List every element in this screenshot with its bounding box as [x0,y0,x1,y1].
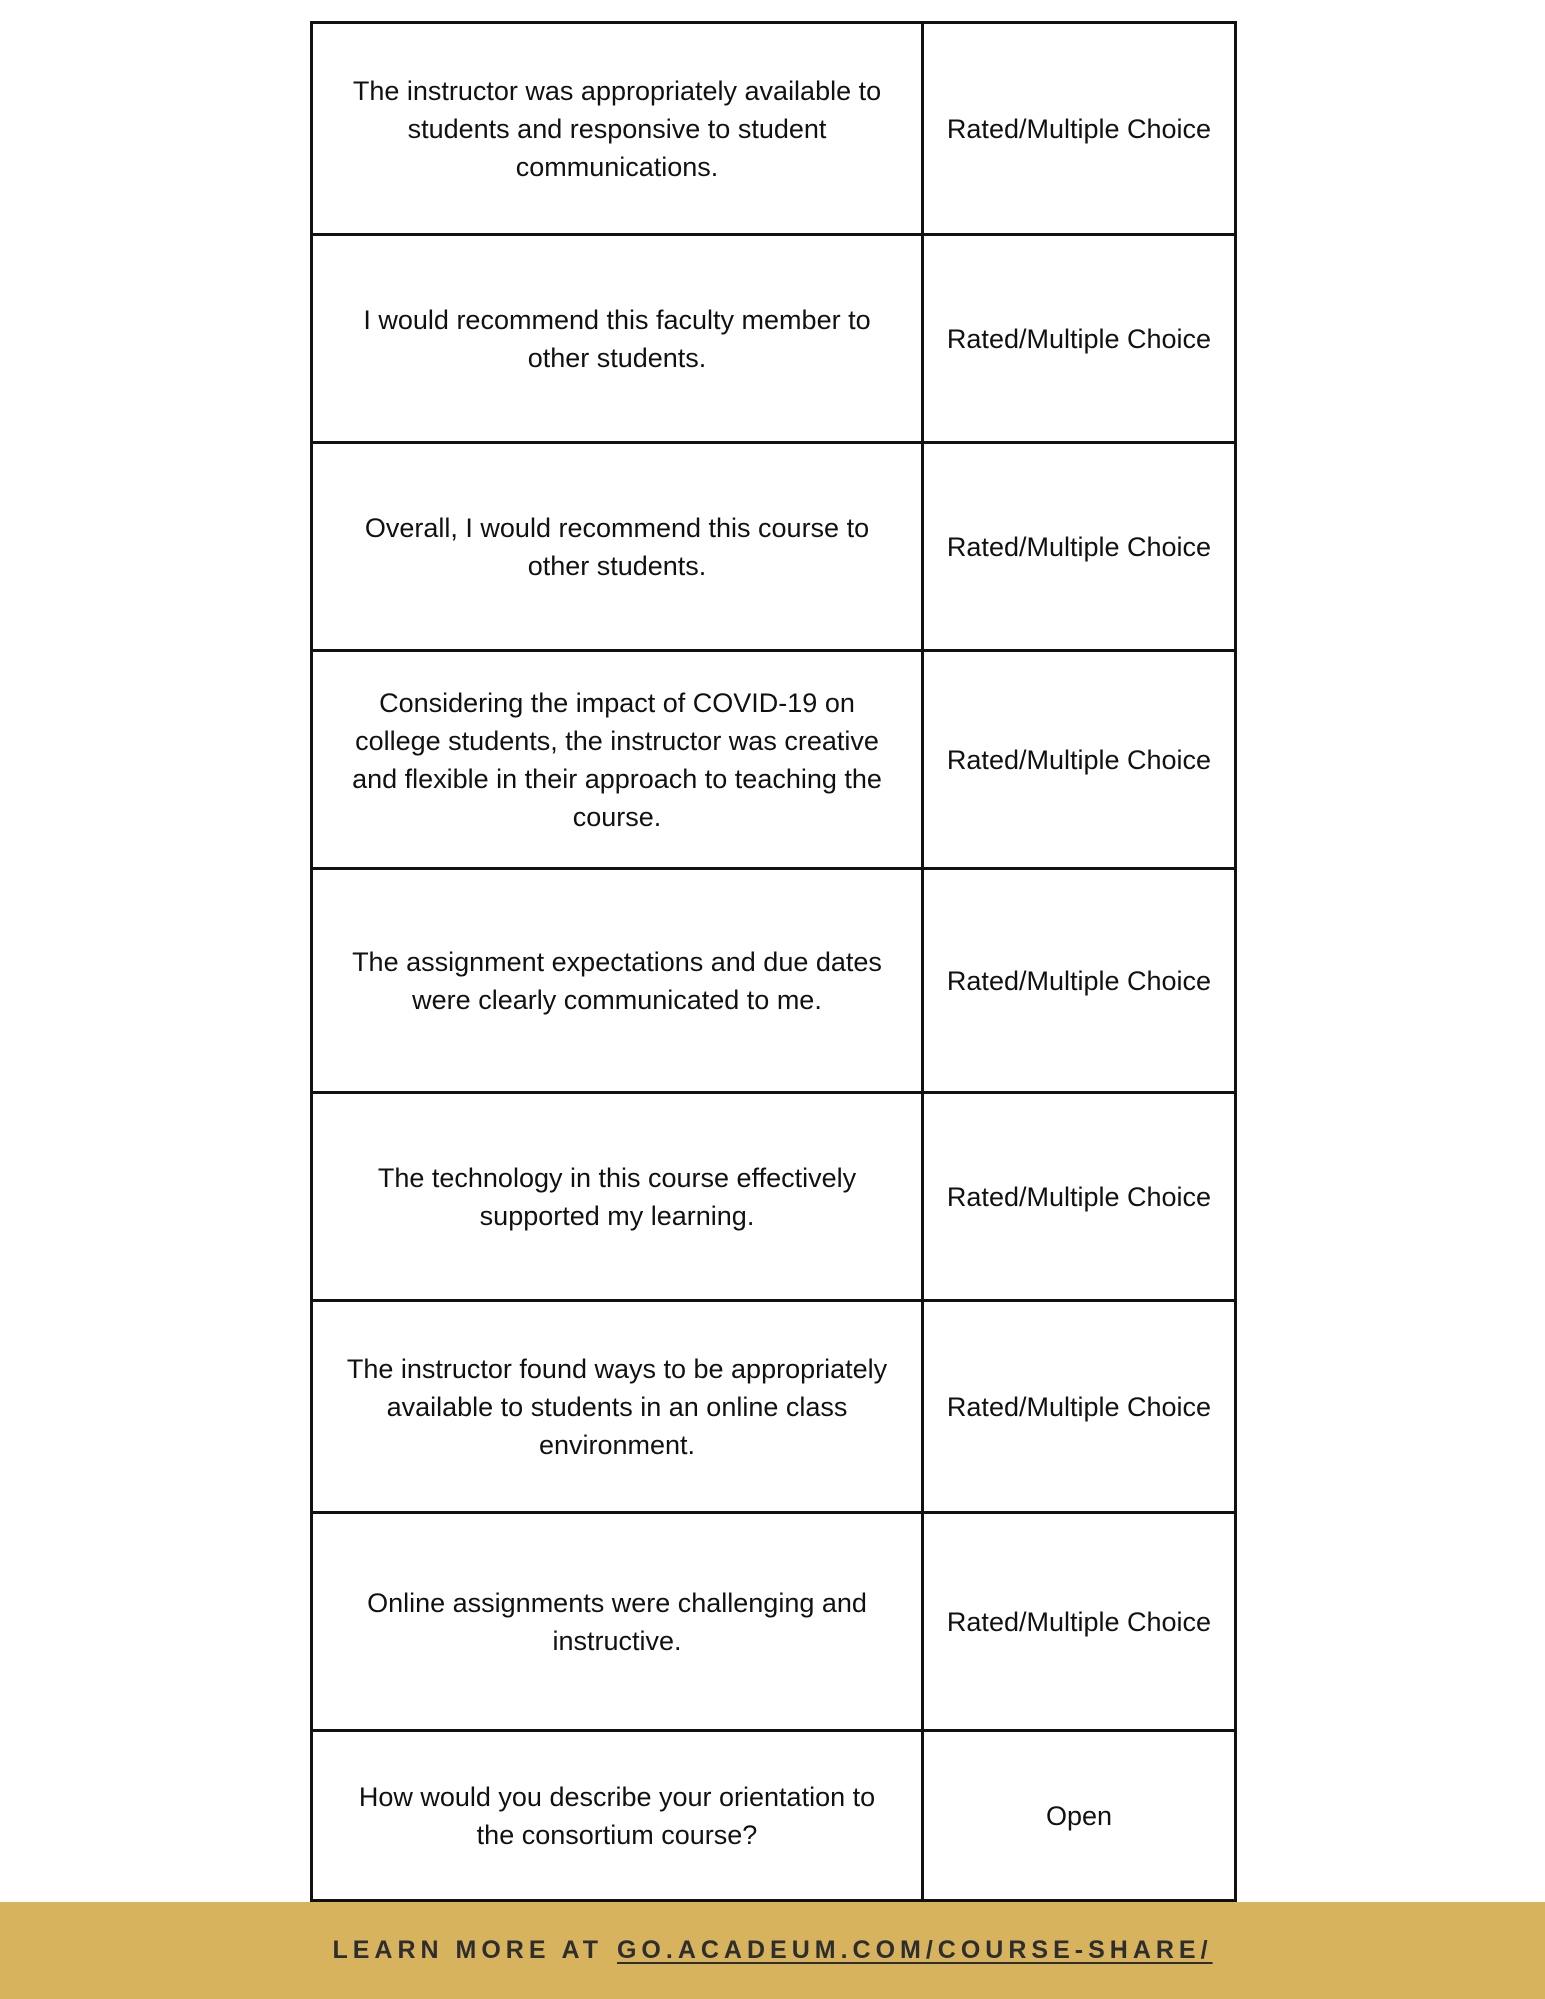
question-cell: The instructor was appropriately available to students and responsive to student communications. [312,23,923,235]
question-cell: The instructor found ways to be appropriately available to students in an online class environment. [312,1301,923,1513]
question-cell: How would you describe your orientation to the consortium course? [312,1731,923,1901]
question-cell: Considering the impact of COVID-19 on college students, the instructor was creative and flexible in their approach to teaching the course. [312,651,923,869]
course-share-link[interactable]: GO.ACADEUM.COM/COURSE-SHARE/ [616,1936,1213,1964]
question-cell: I would recommend this faculty member to other students. [312,235,923,443]
table-row [312,1301,1236,1513]
table-row [312,1731,1236,1901]
question-type-cell: Rated/Multiple Choice [923,651,1236,869]
table-row [312,443,1236,651]
table-row [312,1513,1236,1731]
footer-lead-text: LEARN MORE AT [332,1936,603,1964]
table-row [312,23,1236,235]
question-cell: The assignment expectations and due dates were clearly communicated to me. [312,869,923,1093]
table-row [312,1093,1236,1301]
survey-questions-table [310,21,1237,1902]
question-type-cell: Open [923,1731,1236,1901]
footer-banner [0,1902,1545,1999]
question-cell: Online assignments were challenging and instructive. [312,1513,923,1731]
table-row [312,235,1236,443]
question-type-cell: Rated/Multiple Choice [923,1513,1236,1731]
question-type-cell: Rated/Multiple Choice [923,1301,1236,1513]
table-row [312,869,1236,1093]
question-type-cell: Rated/Multiple Choice [923,869,1236,1093]
question-cell: Overall, I would recommend this course to other students. [312,443,923,651]
question-type-cell: Rated/Multiple Choice [923,1093,1236,1301]
question-type-cell: Rated/Multiple Choice [923,235,1236,443]
question-type-cell: Rated/Multiple Choice [923,23,1236,235]
question-cell: The technology in this course effectively supported my learning. [312,1093,923,1301]
table-row [312,651,1236,869]
question-type-cell: Rated/Multiple Choice [923,443,1236,651]
